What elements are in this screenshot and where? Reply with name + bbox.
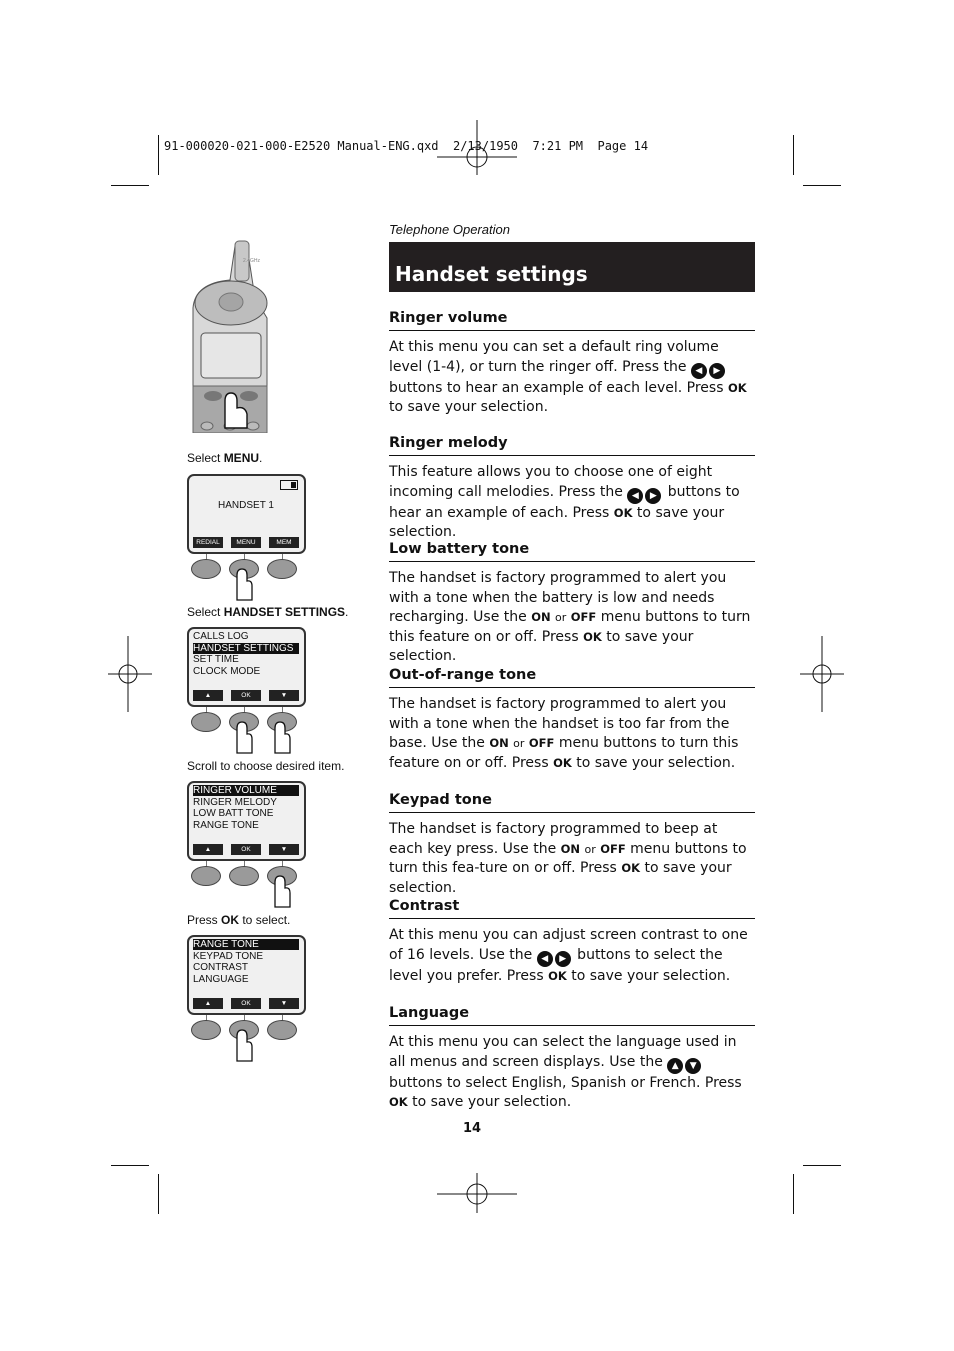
lcd-row: KEYPAD TONE (193, 950, 264, 962)
handset-lcd-screen (187, 935, 306, 1015)
section-heading: Contrast (389, 897, 755, 919)
ok-key: OK (727, 380, 747, 395)
print-slug: 91-000020-021-000-E2520 Manual-ENG.qxd 2/13/1950 7:21 PM Page 14 (164, 139, 649, 153)
lcd-row: LOW BATT TONE (193, 808, 274, 819)
body-text: The handset is factory programmed to alert you with a tone when the battery is low and needs recharging. Use the (389, 570, 727, 625)
caption-text: . (345, 605, 349, 619)
on-key: ON (489, 736, 509, 750)
ok-key: OK (548, 968, 567, 983)
section-heading: Ringer volume (389, 309, 755, 331)
step-caption (187, 605, 348, 619)
softkey-label: ▼ (269, 690, 299, 701)
left-arrow-button-icon: ◀ (627, 488, 643, 504)
caption-text: to select. (239, 913, 291, 927)
registration-mark-top (437, 120, 517, 200)
left-arrow-button-icon: ◀ (537, 951, 553, 967)
handset-lcd-screen (187, 781, 306, 861)
body-text: At this menu you can set a default ring volume level (1-4), or turn the ringer off. Press the (389, 339, 719, 375)
body-text: buttons to hear an example of each. Press (389, 483, 740, 521)
body-text: to save your selection. (566, 967, 731, 984)
right-softkey-button[interactable] (267, 1020, 297, 1040)
or-text: or (513, 737, 525, 750)
softkey-label: MENU (231, 537, 261, 548)
section-keypad-tone (389, 791, 755, 898)
softkey-buttons (189, 1020, 301, 1042)
section-body (389, 820, 755, 898)
phone-brand-mark: 2.4GHz (243, 258, 260, 264)
caption-key: OK (221, 913, 240, 927)
body-text: to save your selection. (407, 1094, 572, 1110)
ok-key: OK (613, 505, 633, 520)
caption-text: Select (187, 605, 224, 619)
body-text: to save your selection. (389, 399, 549, 415)
section-heading: Keypad tone (389, 791, 755, 813)
registration-mark-right (800, 636, 844, 716)
pressing-finger-icon (269, 720, 291, 754)
page-title: Handset settings (395, 262, 588, 286)
section-heading: Out-of-range tone (389, 666, 755, 688)
softkey-buttons (189, 866, 301, 888)
softkey-labels (193, 537, 299, 548)
left-softkey-button[interactable] (191, 712, 221, 732)
lcd-row: CLOCK MODE (193, 665, 261, 677)
handset-lcd-screen (187, 627, 306, 707)
softkey-label: ▼ (269, 844, 299, 855)
ok-key: OK (389, 1095, 408, 1109)
right-softkey-button[interactable] (267, 559, 297, 579)
ok-key: OK (583, 629, 602, 644)
section-label: Telephone Operation (389, 222, 510, 237)
caption-text: . (259, 451, 263, 465)
pressing-finger-icon (231, 720, 253, 754)
softkey-label: OK (231, 998, 261, 1009)
or-text: or (555, 611, 567, 624)
handset-lcd-screen (187, 474, 306, 554)
lcd-row: RINGER VOLUME (193, 785, 299, 796)
ok-key: OK (553, 755, 572, 770)
lcd-row: CONTRAST (193, 962, 248, 973)
pressing-finger-icon (269, 874, 291, 908)
left-softkey-button[interactable] (191, 1020, 221, 1040)
off-key: OFF (600, 841, 626, 856)
section-body (389, 926, 755, 986)
softkey-label: REDIAL (193, 537, 223, 548)
body-text: buttons to select the level you prefer. Press (389, 946, 723, 984)
lcd-row: HANDSET SETTINGS (193, 643, 299, 654)
ok-key: OK (621, 861, 640, 875)
left-arrow-button-icon: ◀ (691, 363, 707, 379)
section-low-battery-tone (389, 540, 755, 667)
lcd-row: RINGER MELODY (193, 796, 277, 808)
step-caption (187, 759, 344, 773)
section-ringer-melody (389, 434, 755, 543)
page-number: 14 (463, 1121, 482, 1136)
body-text: menu buttons to turn this fea-ture on or off. Press (389, 840, 747, 876)
section-language (389, 1004, 755, 1113)
up-arrow-button-icon: ▲ (667, 1058, 683, 1074)
section-body (389, 695, 755, 773)
caption-text: Select (187, 451, 224, 465)
or-text: or (584, 842, 596, 856)
section-heading: Ringer melody (389, 434, 755, 456)
pressing-finger-icon (231, 567, 253, 601)
body-text: buttons to hear an example of each level. Press (389, 379, 728, 396)
softkey-label: ▲ (193, 690, 223, 701)
caption-key: MENU (223, 451, 260, 465)
registration-mark-left (108, 636, 152, 716)
section-body (389, 463, 755, 543)
down-arrow-button-icon: ▼ (685, 1058, 701, 1074)
right-arrow-button-icon: ▶ (709, 363, 725, 379)
right-arrow-button-icon: ▶ (645, 488, 661, 504)
section-ringer-volume (389, 309, 755, 418)
off-key: OFF (570, 610, 597, 624)
softkey-labels (193, 998, 299, 1009)
section-body (389, 569, 755, 667)
body-text: to save your selection. (571, 754, 736, 771)
battery-icon (280, 480, 298, 490)
softkey-label: ▲ (193, 998, 223, 1009)
body-text: The handset is factory programmed to alert you with a tone when the handset is too far from the base. Use the (389, 696, 730, 751)
on-key: ON (560, 841, 581, 856)
lcd-row: RANGE TONE (193, 939, 299, 950)
section-heading: Language (389, 1004, 755, 1026)
section-out-of-range-tone (389, 666, 755, 773)
lcd-row: RANGE TONE (193, 819, 259, 831)
right-arrow-button-icon: ▶ (555, 951, 571, 967)
body-text: to save your selection. (389, 628, 694, 664)
body-text: to save your selection. (389, 504, 725, 540)
left-softkey-button[interactable] (191, 866, 221, 886)
softkey-label: OK (231, 690, 261, 701)
caption-text: Scroll to choose desired item. (187, 759, 345, 773)
softkey-buttons (189, 712, 301, 734)
body-text: This feature allows you to choose one of eight incoming call melodies. Press the (389, 464, 713, 500)
center-softkey-button[interactable] (229, 866, 259, 886)
registration-mark-bottom (437, 1155, 517, 1235)
lcd-row: LANGUAGE (193, 973, 249, 985)
body-text: At this menu you can adjust screen contrast to one of 16 levels. Use the (389, 927, 748, 963)
section-body (389, 338, 755, 418)
body-text: to save your selection. (389, 860, 732, 896)
title-bar (389, 242, 755, 292)
softkey-labels (193, 844, 299, 855)
lcd-row: HANDSET 1 (218, 500, 274, 511)
step-caption (187, 451, 262, 465)
body-text: buttons to select English, Spanish or French. Press (389, 1074, 742, 1091)
softkey-labels (193, 690, 299, 701)
handset-illustration (185, 238, 275, 433)
left-softkey-button[interactable] (191, 559, 221, 579)
body-text: The handset is factory programmed to beep at each key press. Use the (389, 821, 718, 857)
softkey-label: MEM (269, 537, 299, 548)
caption-text: Press (187, 913, 222, 927)
lcd-row: CALLS LOG (193, 631, 249, 642)
softkey-label: OK (231, 844, 261, 855)
softkey-label: ▼ (269, 998, 299, 1009)
pressing-finger-icon (231, 1028, 253, 1062)
section-heading: Low battery tone (389, 540, 755, 562)
caption-key: HANDSET SETTINGS (223, 605, 346, 619)
body-text: At this menu you can select the language used in all menus and screen displays. Use the (389, 1034, 737, 1070)
on-key: ON (531, 610, 551, 624)
section-body (389, 1033, 755, 1113)
softkey-buttons (189, 559, 301, 581)
body-text: menu buttons to turn this feature on or off. Press (389, 735, 739, 771)
off-key: OFF (528, 736, 555, 750)
lcd-row: SET TIME (193, 654, 239, 665)
body-text: menu buttons to turn this feature on or off. Press (389, 609, 751, 645)
softkey-label: ▲ (193, 844, 223, 855)
section-contrast (389, 897, 755, 986)
step-caption (187, 913, 290, 927)
